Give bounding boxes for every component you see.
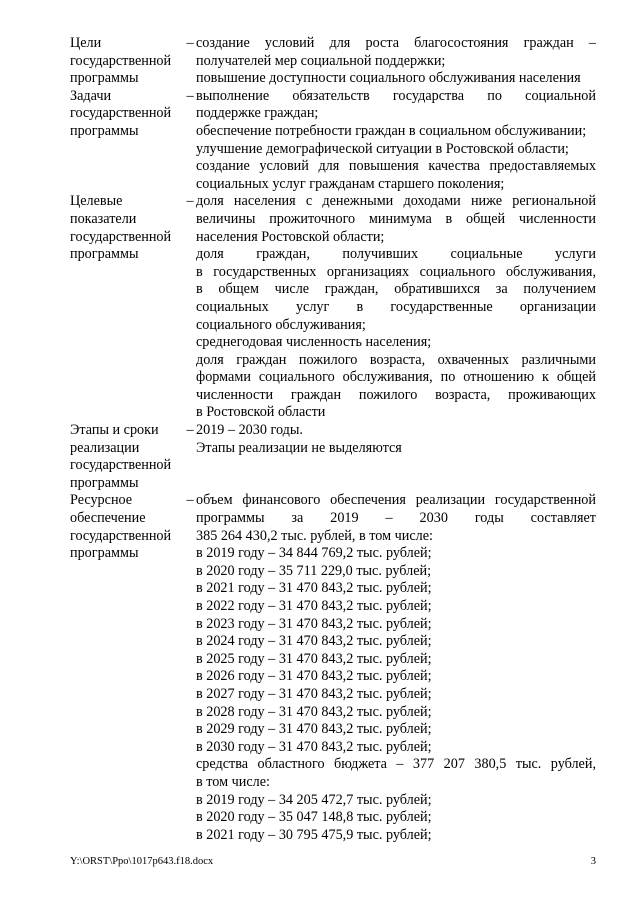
body-line: в общем числе граждан, обратившихся за получением <box>196 281 596 298</box>
body-line: социальных услуг гражданам старшего поколения; <box>196 175 505 192</box>
body-line: программы за 2019 – 2030 годы составляет <box>196 510 596 527</box>
body-line: доля населения с денежными доходами ниже региональной <box>196 193 596 210</box>
body-line: создание условий для повышения качества предоставляемых <box>196 158 596 175</box>
label-dash: – <box>186 87 194 104</box>
body-line: в 2028 году – 31 470 843,2 тыс. рублей; <box>196 703 432 720</box>
section-label: Этапы и сроки реализации государственной программы <box>70 422 172 491</box>
label-dash: – <box>186 492 194 509</box>
body-line: средства областного бюджета – 377 207 380,5 тыс. рублей, <box>196 756 596 773</box>
section-body <box>196 35 596 88</box>
body-line: в 2024 году – 31 470 843,2 тыс. рублей; <box>196 633 432 650</box>
body-line: в 2021 году – 30 795 475,9 тыс. рублей; <box>196 826 432 843</box>
body-line: выполнение обязательств государства по социальной <box>196 87 596 104</box>
body-line: создание условий для роста благосостояния граждан – <box>196 35 596 51</box>
section-body <box>196 422 596 492</box>
body-line: 2019 – 2030 годы. <box>196 422 303 439</box>
body-line: в 2019 году – 34 205 472,7 тыс. рублей; <box>196 791 432 808</box>
body-line: в 2025 году – 31 470 843,2 тыс. рублей; <box>196 650 432 667</box>
body-line: в 2027 году – 31 470 843,2 тыс. рублей; <box>196 685 432 702</box>
body-line: в том числе: <box>196 773 270 790</box>
section-body <box>196 88 596 194</box>
label-dash: – <box>186 193 194 210</box>
body-line: численности граждан пожилого возраста, проживающих <box>196 386 596 403</box>
section-row <box>70 35 596 88</box>
label-dash: – <box>186 422 194 439</box>
body-line: в 2030 году – 31 470 843,2 тыс. рублей; <box>196 738 432 755</box>
page-footer <box>70 855 596 868</box>
section-row <box>70 422 596 492</box>
body-line: доля граждан, получивших социальные услуги <box>196 246 596 263</box>
body-line: в 2022 году – 31 470 843,2 тыс. рублей; <box>196 598 432 614</box>
section-row <box>70 492 596 844</box>
label-dash: – <box>186 35 194 51</box>
section-label: Задачи государственной программы <box>70 87 172 139</box>
body-line: социального обслуживания; <box>196 316 366 333</box>
body-line: 385 264 430,2 тыс. рублей, в том числе: <box>196 527 433 544</box>
body-line: в 2026 году – 31 470 843,2 тыс. рублей; <box>196 668 432 685</box>
page-number: 3 <box>590 856 596 867</box>
body-line: поддержке граждан; <box>196 105 319 122</box>
body-line: социальных услуг в государственные организации <box>196 298 596 315</box>
section-body <box>196 193 596 422</box>
body-line: формами социального обслуживания, по отношению к общей <box>196 369 596 386</box>
body-line: в 2029 году – 31 470 843,2 тыс. рублей; <box>196 721 432 738</box>
body-line: в Ростовской области <box>196 404 326 421</box>
body-line: в государственных организациях социального обслуживания, <box>196 263 596 280</box>
body-line: в 2020 году – 35 711 229,0 тыс. рублей; <box>196 562 432 579</box>
body-line: в 2023 году – 31 470 843,2 тыс. рублей; <box>196 615 432 632</box>
body-line: доля граждан пожилого возраста, охваченных различными <box>196 351 596 368</box>
section-label: Ресурсное обеспечение государственной программы <box>70 492 172 562</box>
section-label: Целевые показатели государственной программы <box>70 193 172 263</box>
passport-table <box>70 35 596 844</box>
body-line: в 2019 году – 34 844 769,2 тыс. рублей; <box>196 545 432 562</box>
body-line: улучшение демографической ситуации в Ростовской области; <box>196 140 569 157</box>
section-body <box>196 492 596 844</box>
file-path: Y:\ORST\Ppo\1017p643.f18.docx <box>70 856 214 867</box>
body-line: населения Ростовской области; <box>196 228 385 245</box>
body-line: обеспечение потребности граждан в социальном обслуживании; <box>196 122 587 139</box>
body-line: среднегодовая численность населения; <box>196 334 432 351</box>
section-label: Цели государственной программы <box>70 35 172 87</box>
section-row <box>70 88 596 194</box>
body-line: величины прожиточного минимума в общей численности <box>196 210 596 227</box>
body-line: в 2020 году – 35 047 148,8 тыс. рублей; <box>196 809 432 826</box>
body-line: повышение доступности социального обслуживания населения <box>196 70 581 87</box>
section-row <box>70 193 596 422</box>
body-line: объем финансового обеспечения реализации государственной <box>196 492 596 509</box>
body-line: Этапы реализации не выделяются <box>196 439 402 456</box>
body-line: в 2021 году – 31 470 843,2 тыс. рублей; <box>196 580 432 597</box>
body-line: получателей мер социальной поддержки; <box>196 52 446 69</box>
